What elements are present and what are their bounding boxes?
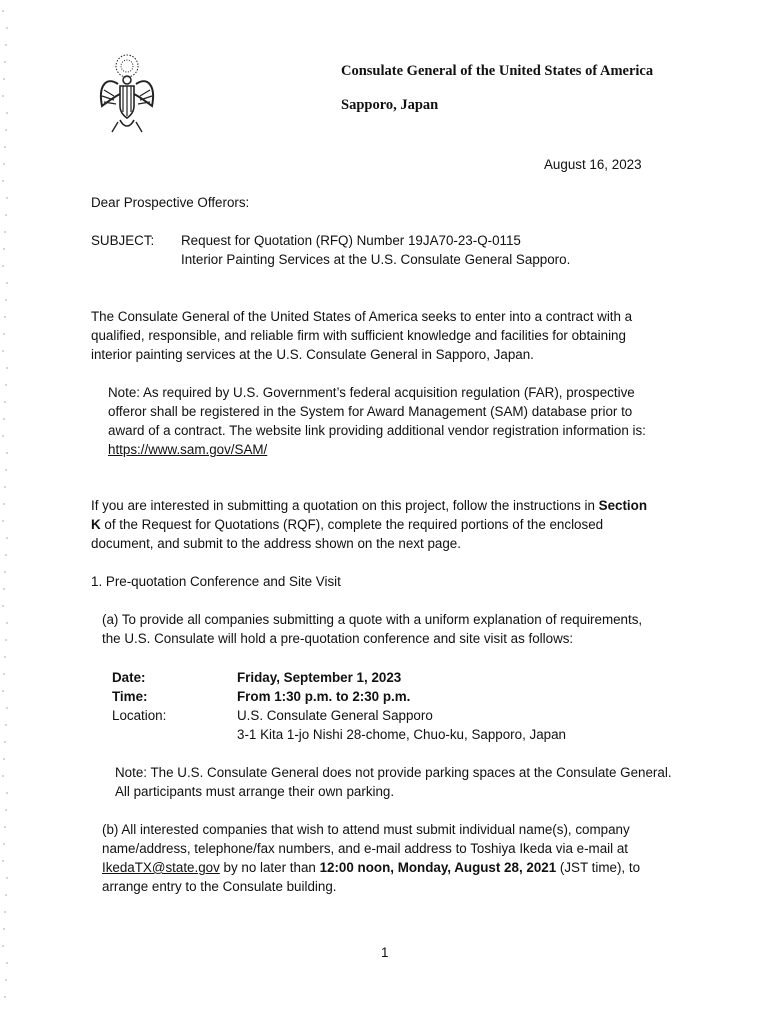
time-label: Time:: [112, 689, 148, 704]
note-line: Note: As required by U.S. Government’s federal acquisition regulation (FAR), prospective: [108, 385, 635, 400]
scan-dot: [4, 741, 6, 743]
scan-dot: [5, 724, 7, 726]
instructions-paragraph: If you are interested in submitting a quotation on this project, follow the instructions in Section K of the Request for Quotations (RQF), complete the required portions of the enclosed document, and submit to the address shown on the next page.: [91, 498, 648, 551]
sam-link[interactable]: https://www.sam.gov/SAM/: [108, 442, 268, 457]
scan-dot: [3, 588, 5, 590]
scan-dot: [4, 231, 6, 233]
paragraph-b: (b) All interested companies that wish to attend must submit individual name(s), company name/address, telephone/fax numbers, and e-mail address to Toshiya Ikeda via e-mail at IkedaTX@state.gov by no later than 12:00 noon, Monday, August 28, 2021 (JST time), to arrange entry to the Consulate building.: [102, 822, 641, 894]
subject-line-1: Request for Quotation (RFQ) Number 19JA70-23-Q-0115: [181, 233, 521, 248]
scan-dot: [6, 537, 8, 539]
scan-dot: [2, 435, 4, 437]
scan-dot: [2, 605, 4, 607]
scan-dot: [4, 486, 6, 488]
scan-dot: [5, 214, 7, 216]
scan-dot: [4, 61, 6, 63]
scan-dot: [3, 843, 5, 845]
scan-dot: [4, 826, 6, 828]
scan-dot: [6, 27, 8, 29]
scan-dot: [5, 639, 7, 641]
scan-dot: [2, 945, 4, 947]
scan-dot: [2, 265, 4, 267]
scan-dot: [4, 316, 6, 318]
scan-dot: [4, 656, 6, 658]
page-number: 1: [381, 945, 389, 960]
section-k-ref: Section: [598, 498, 648, 513]
scan-dot: [4, 401, 6, 403]
letter-date: August 16, 2023: [544, 157, 642, 172]
subject-line-2: Interior Painting Services at the U.S. Consulate General Sapporo.: [181, 252, 571, 267]
scan-dot: [6, 282, 8, 284]
intro-line: qualified, responsible, and reliable firm with sufficient knowledge and facilities for obtaining: [91, 328, 626, 343]
section-1-heading: 1. Pre-quotation Conference and Site Visit: [91, 574, 341, 589]
scan-dot: [2, 10, 4, 12]
detail-row-address: [112, 725, 612, 744]
scan-dot: [5, 44, 7, 46]
scan-dot: [2, 690, 4, 692]
detail-row-location: [112, 706, 612, 725]
scan-dot: [4, 571, 6, 573]
sam-note: [108, 383, 646, 459]
scan-dot: [5, 554, 7, 556]
intro-paragraph: [91, 307, 632, 364]
scan-dot: [2, 775, 4, 777]
email-link[interactable]: IkedaTX@state.gov: [102, 860, 220, 875]
scan-dot: [2, 180, 4, 182]
salutation: Dear Prospective Offerors:: [91, 195, 250, 210]
scan-dot: [6, 452, 8, 454]
letterhead-title: Consulate General of the United States of America: [341, 63, 654, 79]
scan-dot: [6, 197, 8, 199]
scan-dot: [6, 707, 8, 709]
scan-dot: [6, 622, 8, 624]
location-label: Location:: [112, 708, 167, 723]
paragraph-a: (a) To provide all companies submitting a quote with a uniform explanation of requirements, the U.S. Consulate will hold a pre-quotation conference and site visit as follows:: [102, 612, 643, 646]
scan-dot: [2, 860, 4, 862]
parking-note: Note: The U.S. Consulate General does not provide parking spaces at the Consulate General. All participants must arrange their own parking.: [115, 765, 672, 799]
scan-dot: [3, 928, 5, 930]
detail-row-date: [112, 668, 612, 687]
scan-dot: [6, 112, 8, 114]
subject-label: SUBJECT:: [91, 233, 155, 248]
scan-dot: [6, 877, 8, 879]
scan-dot: [3, 163, 5, 165]
scan-dot: [6, 792, 8, 794]
scan-dot: [4, 911, 6, 913]
letterhead-location: Sapporo, Japan: [341, 97, 439, 113]
scan-dot: [6, 367, 8, 369]
scan-dot: [5, 894, 7, 896]
scan-dot: [4, 146, 6, 148]
scan-dot: [3, 418, 5, 420]
scan-dot: [3, 673, 5, 675]
scan-dot: [3, 248, 5, 250]
scan-margin-dots: [2, 10, 10, 1014]
date-label: Date:: [112, 670, 146, 685]
location-value-1: U.S. Consulate General Sapporo: [237, 708, 433, 723]
scan-dot: [3, 758, 5, 760]
location-value-2: 3-1 Kita 1-jo Nishi 28-chome, Chuo-ku, Sapporo, Japan: [237, 727, 566, 742]
scan-dot: [2, 520, 4, 522]
scan-dot: [5, 469, 7, 471]
intro-line: interior painting services at the U.S. Consulate General in Sapporo, Japan.: [91, 347, 534, 362]
time-value: From 1:30 p.m. to 2:30 p.m.: [237, 689, 411, 704]
scan-dot: [5, 299, 7, 301]
note-line: offeror shall be registered in the System for Award Management (SAM) database prior to: [108, 404, 633, 419]
scan-dot: [5, 129, 7, 131]
scan-dot: [5, 809, 7, 811]
scan-dot: [3, 503, 5, 505]
scan-dot: [2, 350, 4, 352]
scan-dot: [6, 962, 8, 964]
scan-dot: [5, 979, 7, 981]
date-value: Friday, September 1, 2023: [237, 670, 402, 685]
scan-dot: [3, 333, 5, 335]
note-line: award of a contract. The website link providing additional vendor registration information is:: [108, 423, 646, 438]
deadline: 12:00 noon, Monday, August 28, 2021: [319, 860, 557, 875]
detail-row-time: [112, 687, 612, 706]
intro-line: The Consulate General of the United States of America seeks to enter into a contract with a: [91, 309, 633, 324]
scan-dot: [3, 78, 5, 80]
scan-dot: [4, 996, 6, 998]
scan-dot: [5, 384, 7, 386]
great-seal-icon: [96, 50, 158, 136]
scan-dot: [2, 95, 4, 97]
